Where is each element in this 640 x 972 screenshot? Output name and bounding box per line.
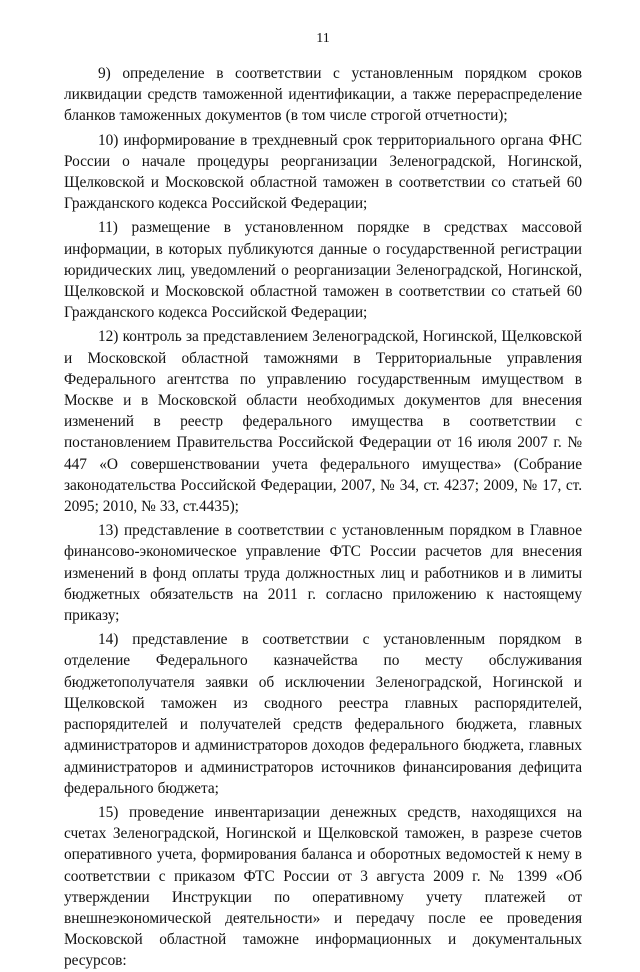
- page-number: 11: [316, 31, 330, 46]
- paragraph-11: 11) размещение в установленном порядке в средствах массовой информации, в которых публикуются данные о государственной регистрации юридических лиц, уведомлений о реорганизации Зеленоградской, Ногинской, Щелковской и Московской областной таможен в соответствии со статьей 60 Гражданского кодекса Российской Федерации;: [64, 219, 582, 322]
- paragraph-13: 13) представление в соответствии с установленным порядком в Главное финансово-экономическое управление ФТС России расчетов для внесения изменений в фонд оплаты труда должностных лиц и работников и в лимиты бюджетных обязательств на 2011 г. согласно приложению к настоящему приказу;: [64, 522, 582, 625]
- paragraph-10: 10) информирование в трехдневный срок территориального органа ФНС России о начале процедуры реорганизации Зеленоградской, Ногинской, Щелковской и Московской областной таможен в соответствии со статьей 60 Гражданского кодекса Российской Федерации;: [64, 131, 582, 213]
- paragraph-15: 15) проведение инвентаризации денежных средств, находящихся на счетах Зеленоградской, Ногинской и Щелковской таможен, в разрезе счетов оперативного учета, формирования баланса и оборотных ведомостей к нему в соответствии с приказом ФТС России от 3 августа 2009 г. № 1399 «Об утверждении Инструкции по оперативному учету платежей от внешнеэкономической деятельности» и передачу после ее проведения Московской областной таможне информационных и документальных ресурсов:: [64, 803, 582, 970]
- paragraph-9: 9) определение в соответствии с установленным порядком сроков ликвидации средств таможенной идентификации, а также перераспределение бланков таможенных документов (в том числе строгой отчетности);: [64, 65, 582, 125]
- paragraph-14: 14) представление в соответствии с установленным порядком в отделение Федерального казначейства по месту обслуживания бюджетополучателя заявки об исключении Зеленоградской, Ногинской и Щелковской таможен из сводного реестра главных распорядителей, распорядителей и получателей средств федерального бюджета, главных администраторов и администраторов доходов федерального бюджета, главных администраторов и администраторов источников финансирования дефицита федерального бюджета;: [64, 631, 582, 797]
- paragraph-12: 12) контроль за представлением Зеленоградской, Ногинской, Щелковской и Московской областной таможнями в Территориальные управления Федерального агентства по управлению государственным имуществом в Москве и в Московской области необходимых документов для внесения изменений в реестр федерального имущества в соответствии с постановлением Правительства Российской Федерации от 16 июля 2007 г. № 447 «О совершенствовании учета федерального имущества» (Собрание законодательства Российской Федерации, 2007, № 34, ст. 4237; 2009, № 17, ст. 2095; 2010, № 33, ст.4435);: [64, 328, 582, 516]
